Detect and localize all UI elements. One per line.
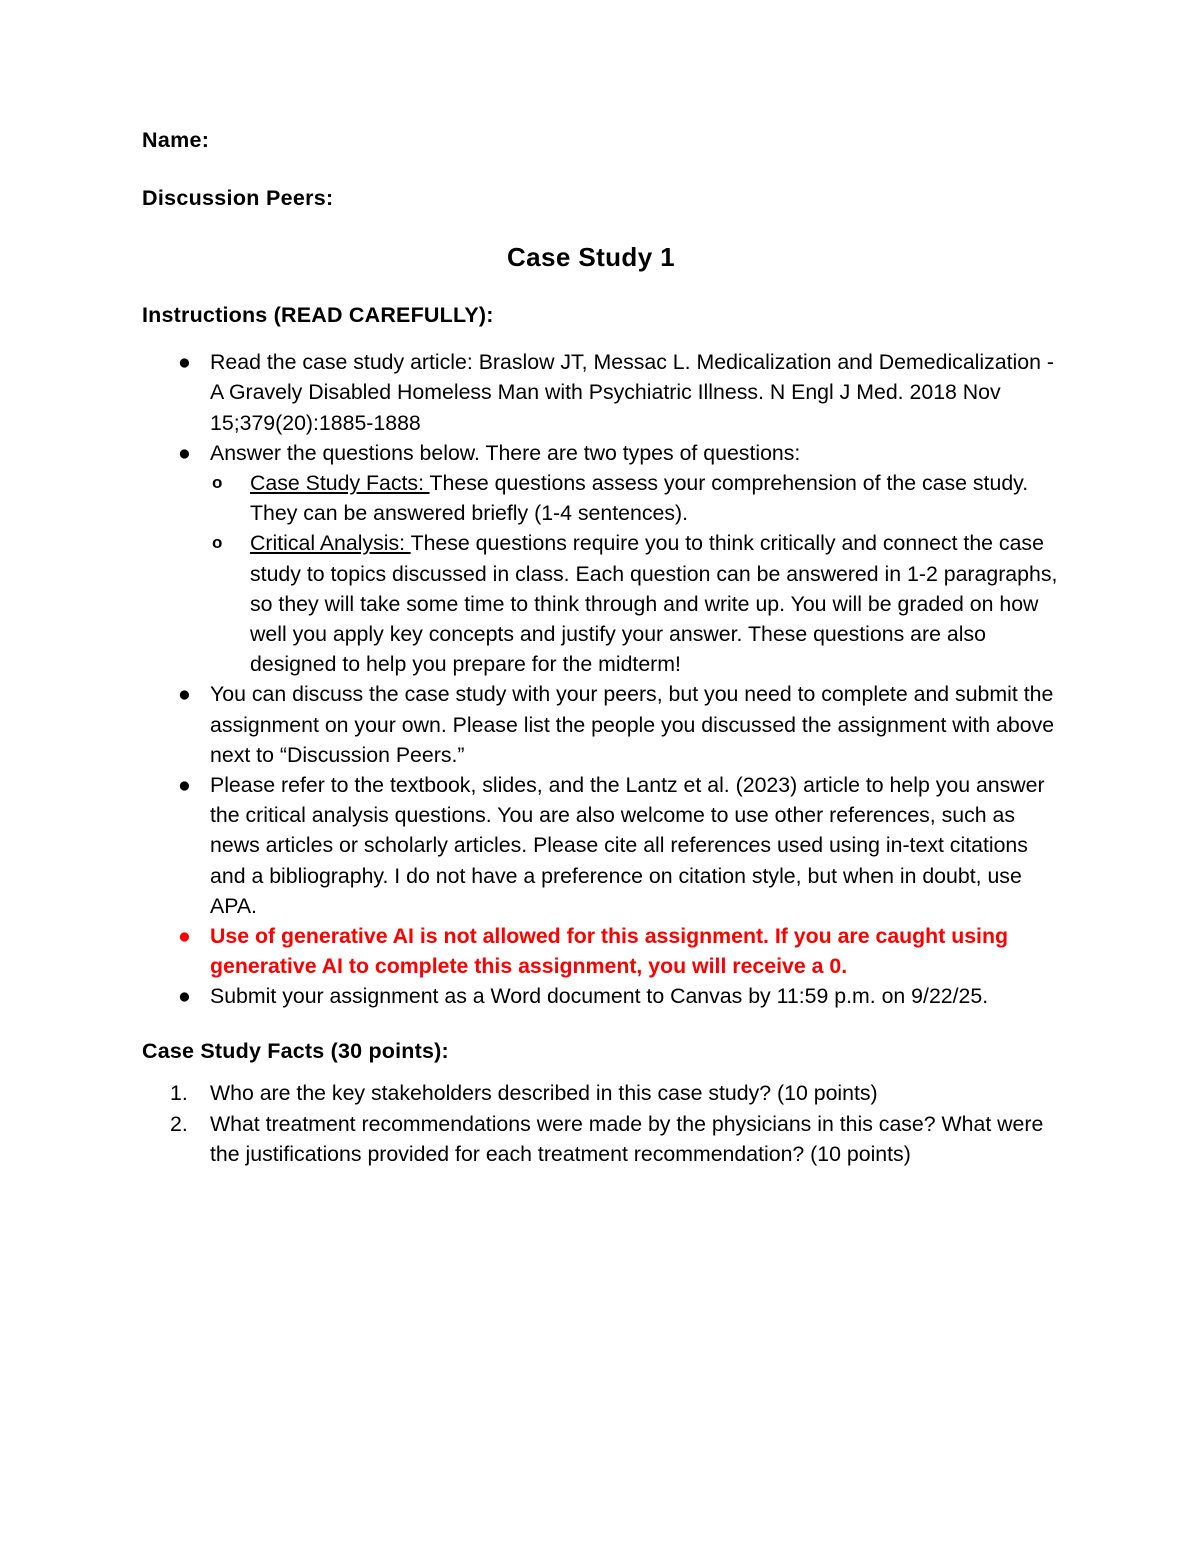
list-item xyxy=(210,528,1060,679)
list-item xyxy=(142,438,1060,680)
list-item-text: Use of generative AI is not allowed for this assignment. If you are caught using generative AI to complete this assignment, you will receive a 0. xyxy=(210,923,1008,979)
sublist-item-lead: Case Study Facts: xyxy=(250,470,430,495)
circle-bullet-icon: o xyxy=(212,472,223,492)
list-item xyxy=(142,679,1060,770)
list-number: 1. xyxy=(170,1081,188,1106)
instructions-list xyxy=(142,347,1060,1011)
bullet-icon: ● xyxy=(178,350,191,375)
field-discussion-peers-label: Discussion Peers: xyxy=(142,185,334,210)
list-item xyxy=(210,468,1060,528)
bullet-icon: ● xyxy=(178,923,191,948)
circle-bullet-icon: o xyxy=(212,533,223,553)
list-item xyxy=(142,770,1060,921)
sublist-item-text: These questions assess your comprehension of the case study. They can be answered briefly (1-4 sentences). xyxy=(250,470,1029,526)
question-types-sublist xyxy=(210,468,1060,679)
sublist-item-lead: Critical Analysis: xyxy=(250,531,411,556)
list-item-text: What treatment recommendations were made by the physicians in this case? What were the justifications provided for each treatment recommendation? (10 points) xyxy=(210,1111,1044,1166)
instructions-heading: Instructions (READ CAREFULLY): xyxy=(142,303,494,328)
list-item-ai-policy-warning xyxy=(142,921,1060,981)
bullet-icon: ● xyxy=(178,682,191,707)
field-name-label: Name: xyxy=(142,128,210,152)
list-item-text: Please refer to the textbook, slides, and the Lantz et al. (2023) article to help you answer the critical analysis questions. You are also welcome to use other references, such as news articles or scholarly articles. Please cite all references used using in-text citations and a bibliography. I do not have a preference on citation style, but when in doubt, use APA. xyxy=(210,772,1045,918)
list-item xyxy=(142,1078,1060,1108)
sublist-item-text: These questions require you to think critically and connect the case study to topics discussed in class. Each question can be answered in 1-2 paragraphs, so they will take some time to think through and write up. You will be graded on how well you apply key concepts and justify your answer. These questions are also designed to help you prepare for the midterm! xyxy=(250,531,1058,677)
facts-questions-list xyxy=(142,1078,1060,1169)
list-item-text: Who are the key stakeholders described in this case study? (10 points) xyxy=(210,1081,878,1106)
page-title: Case Study 1 xyxy=(506,242,676,273)
list-item-text: Submit your assignment as a Word document to Canvas by 11:59 p.m. on 9/22/25. xyxy=(210,984,989,1009)
list-item-text: You can discuss the case study with your peers, but you need to complete and submit the assignment on your own. Please list the people you discussed the assignment with above next to “Discussion Peers.” xyxy=(210,682,1055,767)
list-item-text: Answer the questions below. There are two types of questions: xyxy=(210,440,801,465)
list-item xyxy=(142,981,1060,1011)
bullet-icon: ● xyxy=(178,984,191,1009)
bullet-icon: ● xyxy=(178,772,191,797)
bullet-icon: ● xyxy=(178,440,191,465)
case-study-facts-heading: Case Study Facts (30 points): xyxy=(142,1038,449,1063)
list-number: 2. xyxy=(170,1111,188,1136)
list-item-text: Read the case study article: Braslow JT, Messac L. Medicalization and Demedicalization - A Gravely Disabled Homeless Man with Psychiatric Illness. N Engl J Med. 2018 Nov 15;379(20):1885-1888 xyxy=(210,350,1054,435)
list-item xyxy=(142,1109,1060,1169)
list-item xyxy=(142,347,1060,438)
